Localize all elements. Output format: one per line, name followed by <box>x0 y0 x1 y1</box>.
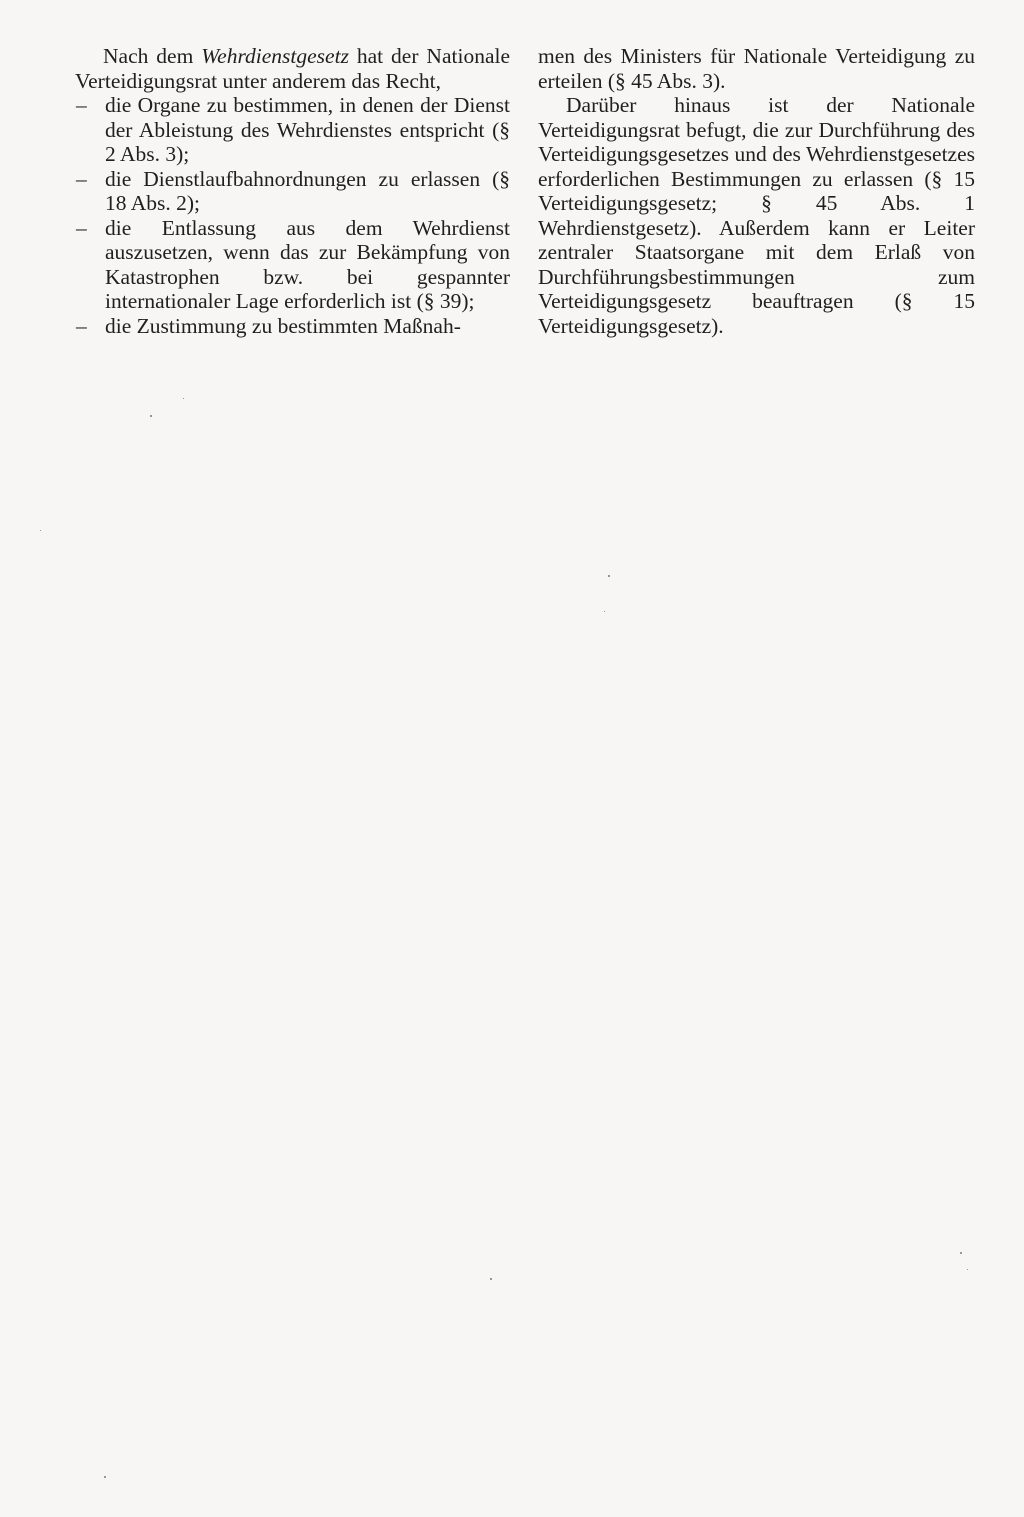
list-item-text: die Zustimmung zu bestimmten Maßnah- <box>105 313 461 338</box>
list-item <box>75 216 510 314</box>
list-item-text: die Dienstlaufbahnordnungen zu erlassen (§ 18 Abs. 2); <box>105 166 510 215</box>
scan-speck <box>490 1278 492 1280</box>
scan-speck <box>604 611 605 612</box>
list-item-text: die Entlassung aus dem Wehrdienst auszusetzen, wenn das zur Bekämpfung von Katastrophen bzw. bei gespannter internationaler Lage erforderlich ist (§ 39); <box>105 215 510 313</box>
intro-emphasis: Wehrdienstgesetz <box>201 44 349 68</box>
scan-speck <box>183 398 184 399</box>
dash-marker: – <box>76 166 87 191</box>
dash-marker: – <box>76 93 87 117</box>
body-paragraph: Darüber hinaus ist der Nationale Verteidigungsrat befugt, die zur Durchführung des Verteidigungsgesetzes und des Wehrdienstgesetzes erforderlichen Bestimmungen zu erlassen (§ 15 Verteidigungsgesetz; § 45 Abs. 1 Wehrdienstgesetz). Außerdem kann er Leiter zentraler Staatsorgane mit dem Erlaß von Durchführungsbestimmungen zum Verteidigungsgesetz beauftragen (§ 15 Verteidigungsgesetz). <box>538 93 975 338</box>
intro-paragraph <box>75 44 510 93</box>
scan-speck <box>608 575 610 577</box>
list-item <box>75 314 510 339</box>
list-item <box>75 167 510 216</box>
scan-speck <box>967 1269 968 1270</box>
list-item-text: die Organe zu bestimmen, in denen der Dienst der Ableistung des Wehrdienstes entspricht (§ 2 Abs. 3); <box>105 93 510 166</box>
intro-text-before: Nach dem <box>103 44 202 68</box>
dash-marker: – <box>76 215 87 240</box>
continuation-paragraph: men des Ministers für Nationale Verteidigung zu erteilen (§ 45 Abs. 3). <box>538 44 975 93</box>
scan-speck <box>104 1476 106 1478</box>
scan-speck <box>40 530 41 531</box>
scan-speck <box>960 1252 962 1254</box>
left-column <box>75 44 510 338</box>
list-item <box>75 93 510 167</box>
scan-speck <box>150 415 152 417</box>
dash-marker: – <box>76 313 87 338</box>
intro-text-after: hat der Nationale Verteidigungsrat unter anderem das Recht, <box>75 44 510 93</box>
right-column <box>538 44 975 338</box>
